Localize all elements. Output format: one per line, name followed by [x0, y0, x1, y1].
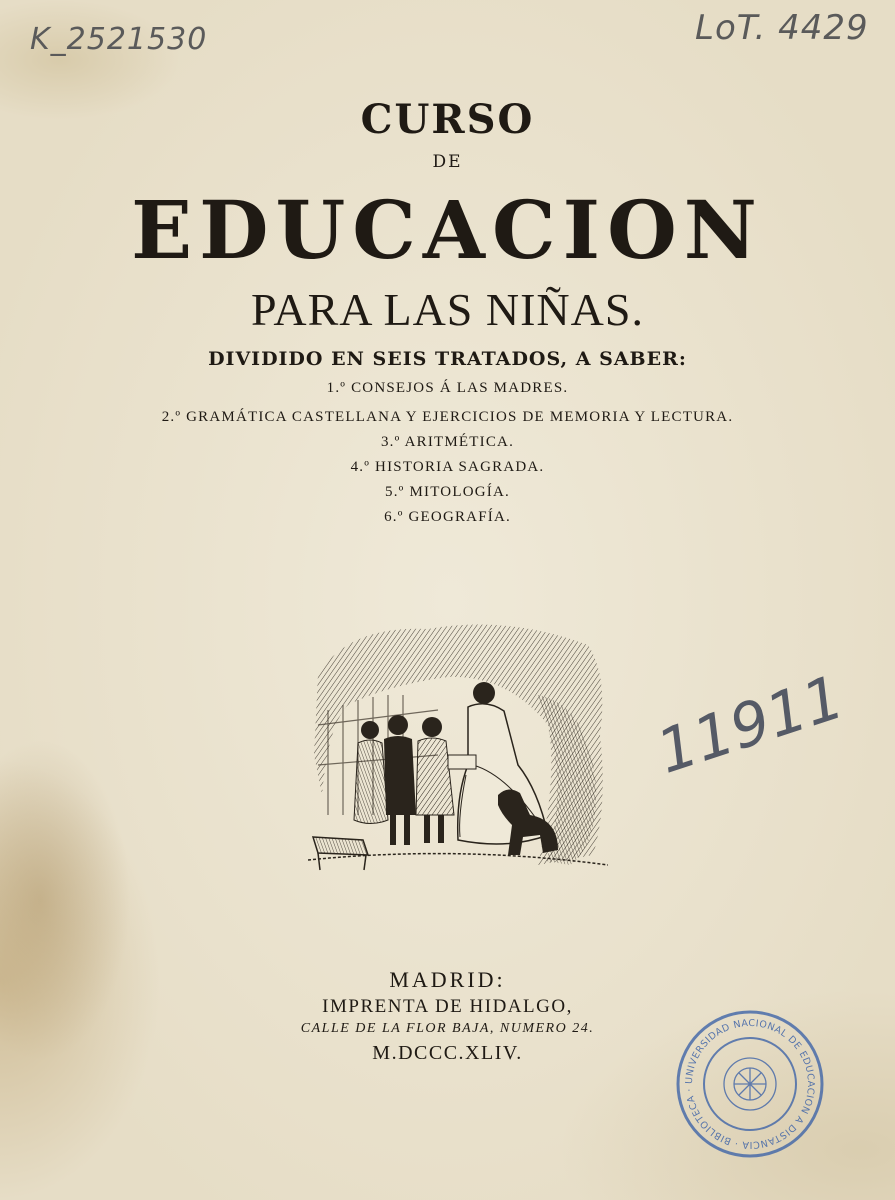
lot-annotation: LoT. 4429	[695, 8, 869, 48]
treatise-item: 6.º GEOGRAFÍA.	[384, 509, 511, 525]
treatise-item: 3.º ARITMÉTICA.	[380, 434, 515, 450]
library-stamp	[674, 1008, 826, 1160]
engraving-illustration	[308, 615, 608, 880]
stamp-emblem	[724, 1058, 776, 1110]
imprint-printer: IMPRENTA DE HIDALGO,	[322, 996, 573, 1017]
title-de: DE	[432, 152, 463, 172]
imprint-address: CALLE DE LA FLOR BAJA, NUMERO 24.	[300, 1021, 595, 1036]
treatise-item: 5.º MITOLOGÍA.	[385, 484, 510, 500]
treatise-item: 1.º CONSEJOS Á LAS MADRES.	[326, 380, 569, 396]
pencil-number-annotation: 11911	[648, 662, 853, 788]
title-para-las-ninas: PARA LAS NIÑAS.	[251, 284, 644, 335]
subtitle: DIVIDIDO EN SEIS TRATADOS, A SABER:	[208, 348, 687, 370]
treatise-item: 2.º GRAMÁTICA CASTELLANA Y EJERCICIOS DE MEMORIA Y LECTURA.	[161, 409, 734, 425]
treatise-item: 4.º HISTORIA SAGRADA.	[350, 459, 545, 475]
title-educacion: EDUCACION	[131, 183, 764, 277]
stamp-text: UNIVERSIDAD NACIONAL DE EDUCACION A DISTANCIA · BIBLIOTECA ·	[683, 1017, 817, 1151]
imprint-city: MADRID:	[389, 967, 506, 992]
title-curso: CURSO	[360, 96, 535, 143]
shelfmark-annotation: K_2521530	[30, 22, 208, 57]
imprint-year: M.DCCC.XLIV.	[372, 1042, 523, 1064]
